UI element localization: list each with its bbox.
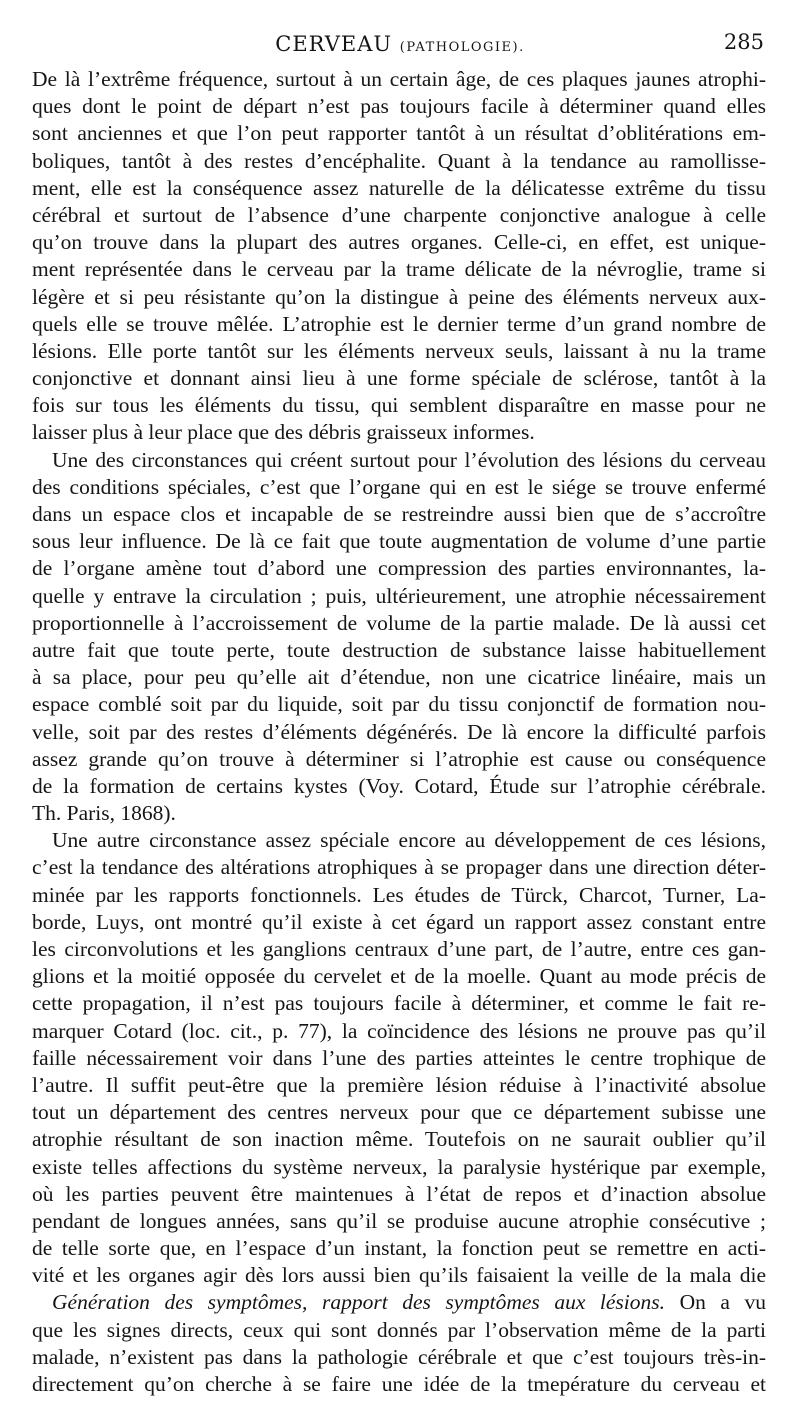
text-line: assez grande qu’on trouve à déterminer si l’atrophie est cause ou conséquence [32, 746, 766, 771]
text-line: les circonvolutions et les ganglions centraux d’une part, de l’autre, entre ces gan- [32, 937, 766, 961]
text-line: faille nécessairement voir dans l’une des parties atteintes le centre trophique de [32, 1045, 766, 1070]
text-line: conjonctive et donnant ainsi lieu à une forme spéciale de sclérose, tantôt à la [32, 366, 766, 391]
running-title-sub: (PATHOLOGIE). [399, 40, 525, 55]
text-line: sous leur influence. De là ce fait que toute augmentation de volume d’une partie [32, 529, 766, 554]
text-line: velle, soit par des restes d’éléments dégénérés. De là encore la difficulté parfois [32, 719, 766, 744]
text-line: espace comblé soit par du liquide, soit par du tissu conjonctif de formation nou- [32, 692, 766, 717]
text-line: autre fait que toute perte, toute destruction de substance laisse habituellement [32, 637, 766, 662]
body-text [32, 66, 766, 1398]
text-line: marquer Cotard (loc. cit., p. 77), la coïncidence des lésions ne prouve pas qu’il [32, 1018, 766, 1043]
text-line: sont anciennes et que l’on peut rapporter tantôt à un résultat d’oblitérations em- [32, 121, 766, 146]
text-line: lésions. Elle porte tantôt sur les éléments nerveux seuls, laissant à nu la trame [32, 338, 766, 363]
text-line: quelle y entrave la circulation ; puis, ultérieurement, une atrophie nécessairement [32, 583, 766, 608]
text-line: vité et les organes agir dès lors aussi bien qu’ils faisaient la veille de la mala die [32, 1263, 766, 1288]
text-line: minée par les rapports fonctionnels. Les études de Türck, Charcot, Turner, La- [32, 882, 766, 907]
text-line: des conditions spéciales, c’est que l’organe qui en est le siége se trouve enfermé [32, 474, 766, 499]
text-line: Une des circonstances qui créent surtout pour l’évolution des lésions du cerveau [52, 447, 766, 472]
text-line: laisser plus à leur place que des débris graisseux informes. [32, 420, 535, 445]
text-line: que les signes directs, ceux qui sont donnés par l’observation même de la parti [32, 1317, 766, 1342]
text-line: cérébral et surtout de l’absence d’une charpente conjonctive analogue à celle [32, 202, 766, 227]
running-title-main: CERVEAU [275, 32, 393, 56]
text-line: ques dont le point de départ n’est pas toujours facile à déterminer quand elles [32, 94, 766, 119]
text-line: malade, n’existent pas dans la pathologie cérébrale et que c’est toujours très-in- [32, 1344, 766, 1369]
text-line: tout un département des centres nerveux pour que ce département subisse une [32, 1100, 766, 1125]
text-line: boliques, tantôt à des restes d’encéphalite. Quant à la tendance au ramollisse- [32, 148, 766, 173]
text-line: existe telles affections du système nerveux, la paralysie hystérique par exemple, [32, 1154, 766, 1179]
text-line: qu’on trouve dans la plupart des autres organes. Celle-ci, en effet, est unique- [32, 230, 766, 255]
text-line: fois sur tous les éléments du tissu, qui semblent disparaître en masse pour ne [32, 393, 766, 418]
text-line: dans un espace clos et incapable de se restreindre aussi bien que de s’accroître [32, 502, 766, 526]
page-number: 285 [723, 30, 764, 54]
text-line: cette propagation, il n’est pas toujours facile à déterminer, et comme le fait re- [32, 991, 766, 1016]
text-line: de l’organe amène tout d’abord une compression des parties environnantes, la- [32, 556, 766, 581]
text-line: légère et si peu résistante qu’on la distingue à peine des éléments nerveux aux- [32, 284, 766, 309]
text-line: l’autre. Il suffit peut-être que la première lésion réduise à l’inactivité absolue [32, 1072, 766, 1097]
text-line: Génération des symptômes, rapport des symptômes aux lésions. On a vu [52, 1290, 766, 1315]
text-line: glions et la moitié opposée du cervelet et de la moelle. Quant au mode précis de [32, 964, 766, 989]
text-line: ment, elle est la conséquence assez naturelle de la délicatesse extrême du tissu [32, 175, 766, 200]
text-line: proportionnelle à l’accroissement de volume de la partie malade. De là aussi cet [32, 610, 766, 635]
text-line: à sa place, pour peu qu’elle ait d’étendue, non une cicatrice linéaire, mais un [32, 665, 766, 690]
text-line: ment représentée dans le cerveau par la trame délicate de la névroglie, trame si [32, 257, 766, 282]
text-line: c’est la tendance des altérations atrophiques à se propager dans une direction déter- [32, 855, 766, 880]
text-line: atrophie résultant de son inaction même. Toutefois on ne saurait oublier qu’il [32, 1127, 766, 1152]
page-header [32, 28, 768, 62]
text-line: Th. Paris, 1868). [32, 801, 176, 826]
text-line: où les parties peuvent être maintenues à l’état de repos et d’inaction absolue [32, 1181, 766, 1206]
text-line: de la formation de certains kystes (Voy. Cotard, Étude sur l’atrophie cérébrale. [32, 773, 766, 798]
text-line: borde, Luys, ont montré qu’il existe à cet égard un rapport assez constant entre [32, 909, 766, 934]
text-line: De là l’extrême fréquence, surtout à un certain âge, de ces plaques jaunes atrophi- [32, 67, 766, 91]
text-line: directement qu’on cherche à se faire une idée de la tmepérature du cerveau et [32, 1372, 766, 1396]
running-title [32, 32, 768, 56]
text-line: pendant de longues années, sans qu’il se produise aucune atrophie consécutive ; [32, 1208, 766, 1233]
text-line: Une autre circonstance assez spéciale encore au développement de ces lésions, [52, 828, 766, 853]
text-line: de telle sorte que, en l’espace d’un instant, la fonction peut se remettre en acti- [32, 1236, 766, 1261]
text-line: quels elle se trouve mêlée. L’atrophie est le dernier terme d’un grand nombre de [32, 311, 766, 336]
